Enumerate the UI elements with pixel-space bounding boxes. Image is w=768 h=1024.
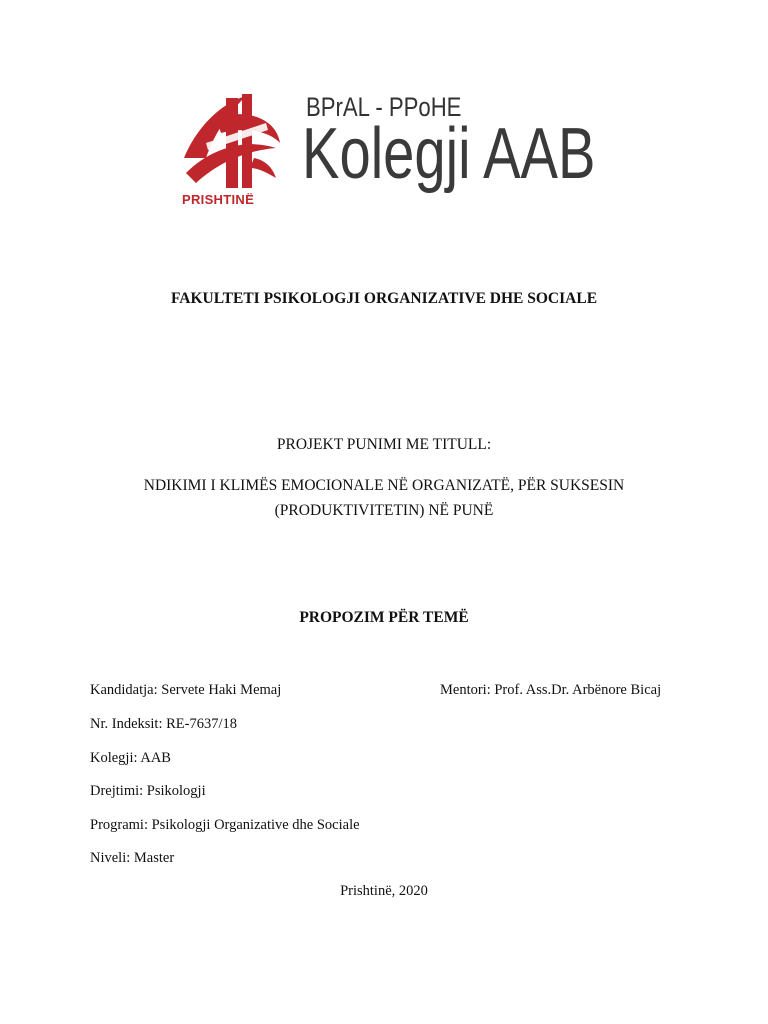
level-line: Niveli: Master xyxy=(90,850,175,866)
direction-line: Drejtimi: Psikologji xyxy=(90,783,206,799)
logo-subtitle: BPrAL - PPoHE xyxy=(306,92,462,122)
candidate-line: Kandidatja: Servete Haki Memaj xyxy=(90,682,282,698)
project-title-line-1: NDIKIMI I KLIMËS EMOCIONALE NË ORGANIZATË, PËR SUKSESIN xyxy=(143,477,625,494)
logo-name: Kolegji AAB xyxy=(302,114,596,194)
program-line: Programi: Psikologji Organizative dhe Sociale xyxy=(90,817,360,833)
logo-city-text: PRISHTINË xyxy=(182,192,255,207)
faculty-heading: FAKULTETI PSIKOLOGJI ORGANIZATIVE DHE SOCIALE xyxy=(170,290,598,307)
project-title xyxy=(0,473,768,523)
place-date: Prishtinë, 2020 xyxy=(340,883,428,899)
index-line: Nr. Indeksit: RE-7637/18 xyxy=(90,716,238,732)
college-logo xyxy=(176,88,596,213)
mentor-line: Mentori: Prof. Ass.Dr. Arbënore Bicaj xyxy=(440,682,662,698)
project-title-line-2: (PRODUKTIVITETIN) NË PUNË xyxy=(274,502,494,519)
college-line: Kolegji: AAB xyxy=(90,750,171,766)
proposal-heading: PROPOZIM PËR TEMË xyxy=(299,609,469,626)
project-label: PROJEKT PUNIMI ME TITULL: xyxy=(276,436,492,453)
